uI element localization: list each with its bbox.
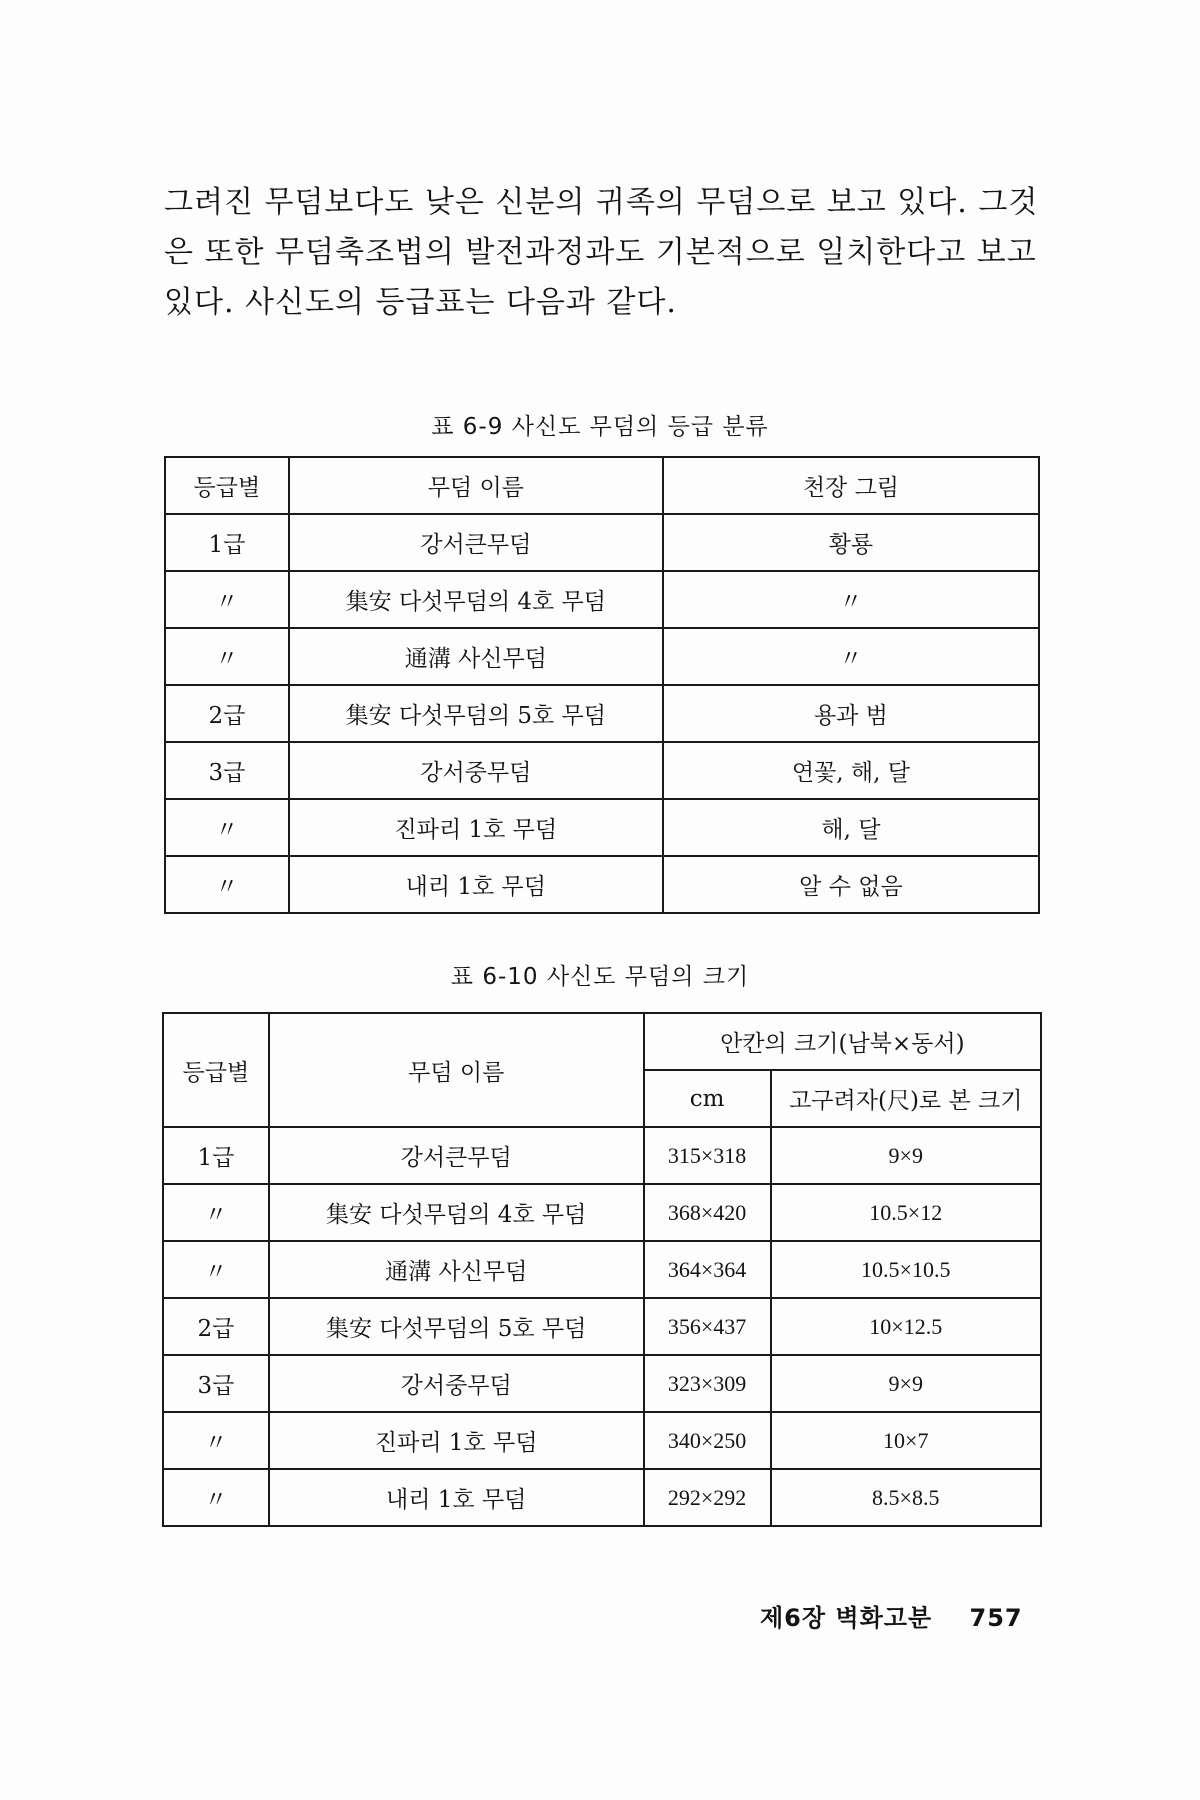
cell-tomb-name: 내리 1호 무덤 (289, 856, 663, 913)
table-row (165, 685, 1039, 742)
header-grade: 등급별 (165, 457, 289, 514)
cell-tomb-name: 集安 다섯무덤의 4호 무덤 (289, 571, 663, 628)
header-ancient-unit: 고구려자(尺)로 본 크기 (771, 1070, 1041, 1127)
page-number: 757 (969, 1604, 1023, 1632)
cell-size-cm: 368×420 (644, 1184, 771, 1241)
tomb-size-table (162, 1012, 1042, 1527)
cell-size-ancient: 9×9 (771, 1355, 1041, 1412)
cell-grade: 3급 (163, 1355, 269, 1412)
cell-size-ancient: 10×7 (771, 1412, 1041, 1469)
header-grade: 등급별 (163, 1013, 269, 1127)
cell-grade: 〃 (163, 1184, 269, 1241)
chapter-title: 제6장 벽화고분 (760, 1604, 933, 1632)
cell-grade: 3급 (165, 742, 289, 799)
cell-size-cm: 364×364 (644, 1241, 771, 1298)
table-row (165, 571, 1039, 628)
table-row (165, 799, 1039, 856)
cell-size-ancient: 10.5×12 (771, 1184, 1041, 1241)
cell-ceiling: 〃 (663, 571, 1039, 628)
table-row (165, 514, 1039, 571)
cell-tomb-name: 集安 다섯무덤의 4호 무덤 (269, 1184, 644, 1241)
header-tomb-name: 무덤 이름 (269, 1013, 644, 1127)
cell-grade: 〃 (165, 856, 289, 913)
table-row (163, 1355, 1041, 1412)
cell-ceiling: 〃 (663, 628, 1039, 685)
cell-grade: 〃 (165, 799, 289, 856)
table1-caption: 표 6-9 사신도 무덤의 등급 분류 (431, 414, 769, 440)
cell-ceiling: 용과 범 (663, 685, 1039, 742)
table-header-row (165, 457, 1039, 514)
header-cm: cm (644, 1070, 771, 1127)
cell-size-cm: 315×318 (644, 1127, 771, 1184)
intro-paragraph: 그려진 무덤보다도 낮은 신분의 귀족의 무덤으로 보고 있다. 그것은 또한 무덤축조법의 발전과정과도 기본적으로 일치한다고 보고 있다. 사신도의 등급표는 다음과 같다. (164, 185, 1039, 320)
cell-tomb-name: 通溝 사신무덤 (269, 1241, 644, 1298)
cell-tomb-name: 강서큰무덤 (289, 514, 663, 571)
table-row (165, 742, 1039, 799)
grade-classification-table (164, 456, 1040, 914)
cell-tomb-name: 集安 다섯무덤의 5호 무덤 (289, 685, 663, 742)
cell-tomb-name: 진파리 1호 무덤 (269, 1412, 644, 1469)
cell-ceiling: 황룡 (663, 514, 1039, 571)
table-row (163, 1127, 1041, 1184)
cell-size-cm: 340×250 (644, 1412, 771, 1469)
cell-size-ancient: 10.5×10.5 (771, 1241, 1041, 1298)
cell-grade: 〃 (163, 1469, 269, 1526)
cell-size-cm: 292×292 (644, 1469, 771, 1526)
cell-grade: 〃 (165, 628, 289, 685)
cell-size-ancient: 8.5×8.5 (771, 1469, 1041, 1526)
cell-tomb-name: 通溝 사신무덤 (289, 628, 663, 685)
cell-grade: 2급 (163, 1298, 269, 1355)
cell-ceiling: 연꽃, 해, 달 (663, 742, 1039, 799)
table-row (163, 1469, 1041, 1526)
cell-tomb-name: 내리 1호 무덤 (269, 1469, 644, 1526)
cell-ceiling: 해, 달 (663, 799, 1039, 856)
cell-tomb-name: 강서중무덤 (269, 1355, 644, 1412)
header-ceiling-painting: 천장 그림 (663, 457, 1039, 514)
cell-size-ancient: 10×12.5 (771, 1298, 1041, 1355)
cell-tomb-name: 강서중무덤 (289, 742, 663, 799)
cell-grade: 〃 (163, 1412, 269, 1469)
table-row (163, 1412, 1041, 1469)
cell-grade: 〃 (163, 1241, 269, 1298)
table-row (163, 1298, 1041, 1355)
cell-size-ancient: 9×9 (771, 1127, 1041, 1184)
cell-tomb-name: 강서큰무덤 (269, 1127, 644, 1184)
table-header-row (163, 1013, 1041, 1070)
cell-grade: 2급 (165, 685, 289, 742)
cell-grade: 〃 (165, 571, 289, 628)
table-row (163, 1241, 1041, 1298)
cell-size-cm: 356×437 (644, 1298, 771, 1355)
cell-tomb-name: 集安 다섯무덤의 5호 무덤 (269, 1298, 644, 1355)
table-row (165, 628, 1039, 685)
header-tomb-name: 무덤 이름 (289, 457, 663, 514)
cell-ceiling: 알 수 없음 (663, 856, 1039, 913)
cell-tomb-name: 진파리 1호 무덤 (289, 799, 663, 856)
page-footer (760, 1598, 1023, 1633)
table2-caption: 표 6-10 사신도 무덤의 크기 (450, 964, 750, 990)
cell-grade: 1급 (165, 514, 289, 571)
table-row (163, 1184, 1041, 1241)
header-chamber-size: 안칸의 크기(남북×동서) (644, 1013, 1041, 1070)
cell-size-cm: 323×309 (644, 1355, 771, 1412)
cell-grade: 1급 (163, 1127, 269, 1184)
table-row (165, 856, 1039, 913)
